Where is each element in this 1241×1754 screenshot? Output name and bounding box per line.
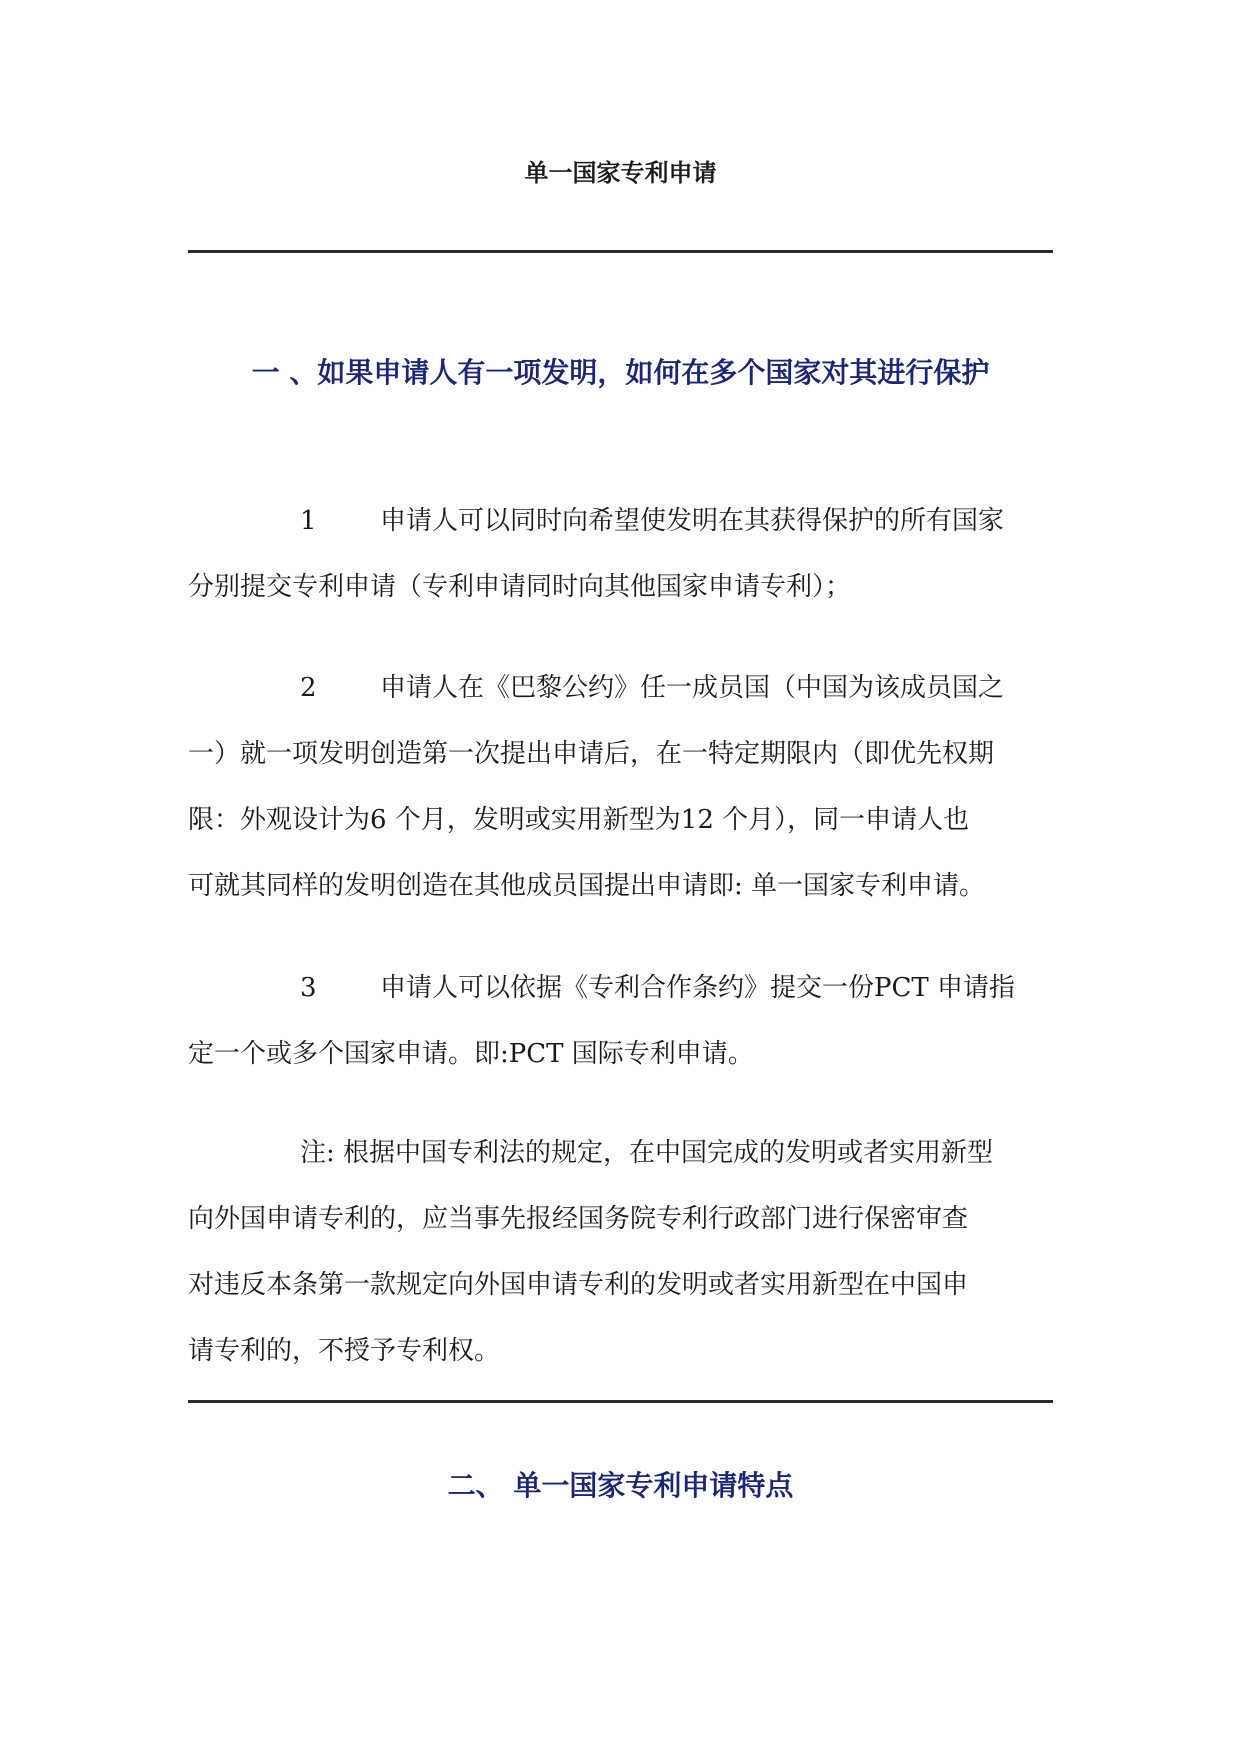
section-2-heading: 二、 单一国家专利申请特点 (447, 1469, 794, 1502)
paragraph-1-text: 申请人可以同时向希望使发明在其获得保护的所有国家 (380, 506, 1005, 536)
note-line-4: 请专利的，不授予专利权。 (188, 1336, 501, 1366)
section-1-heading: 一 、如果申请人有一项发明，如何在多个国家对其进行保护 (251, 356, 990, 389)
paragraph-3-text: 申请人可以依据《专利合作条约》提交一份PCT 申请指 (380, 973, 1015, 1003)
paragraph-3-line-2: 定一个或多个国家申请。即:PCT 国际专利申请。 (188, 1039, 754, 1069)
paragraph-3-number: 3 (300, 973, 317, 1003)
paragraph-1 (188, 488, 1083, 620)
note-text: 注: 根据中国专利法的规定，在中国完成的发明或者实用新型 (300, 1138, 994, 1168)
section-divider (188, 1400, 1053, 1403)
paragraph-2 (188, 655, 1083, 919)
paragraph-1-number: 1 (300, 506, 317, 536)
page-title: 单一国家专利申请 (524, 159, 717, 187)
paragraph-2-line-2: 一）就一项发明创造第一次提出申请后，在一特定期限内（即优先权期 (188, 739, 995, 769)
note-line-1 (188, 1120, 1083, 1186)
note-paragraph (188, 1120, 1083, 1384)
paragraph-2-line-3: 限：外观设计为6 个月，发明或实用新型为12 个月），同一申请人也 (188, 805, 970, 835)
paragraph-2-line-4: 可就其同样的发明创造在其他成员国提出申请即: 单一国家专利申请。 (188, 871, 986, 901)
note-line-2: 向外国申请专利的，应当事先报经国务院专利行政部门进行保密审查 (188, 1204, 969, 1234)
paragraph-2-text: 申请人在《巴黎公约》任一成员国（中国为该成员国之 (380, 673, 1005, 703)
paragraph-2-line-1 (188, 655, 1083, 721)
note-line-3: 对违反本条第一款规定向外国申请专利的发明或者实用新型在中国申 (188, 1270, 969, 1300)
paragraph-1-line-1 (188, 488, 1083, 554)
top-divider (188, 250, 1053, 253)
paragraph-2-number: 2 (300, 673, 317, 703)
paragraph-1-line-2: 分别提交专利申请（专利申请同时向其他国家申请专利）； (188, 572, 852, 602)
paragraph-3 (188, 955, 1083, 1087)
paragraph-3-line-1 (188, 955, 1083, 1021)
